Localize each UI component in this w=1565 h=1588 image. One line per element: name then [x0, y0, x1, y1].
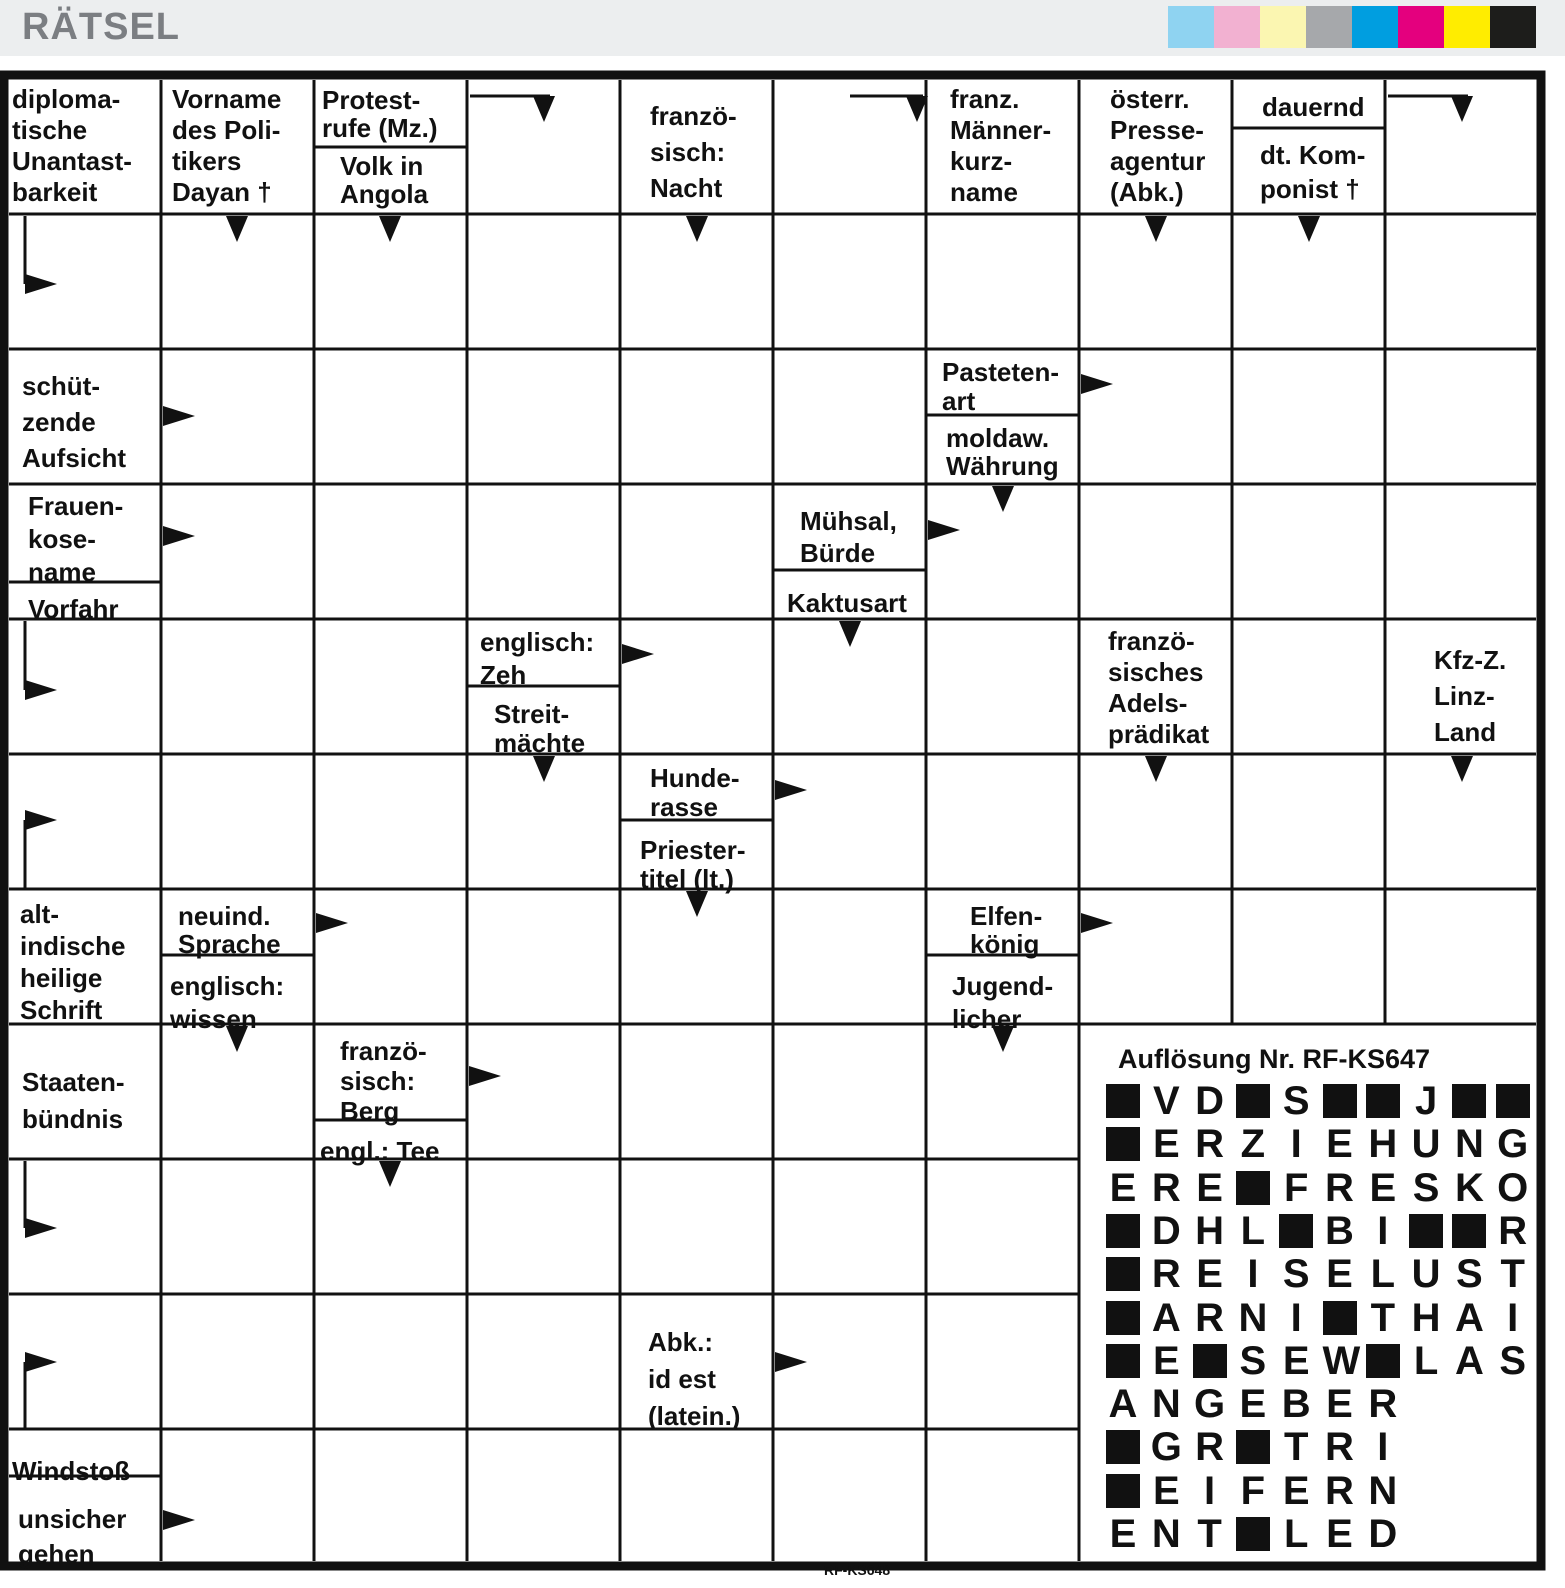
clue-diplomatische-unantastbarkeit: diploma- tische Unantast- barkeit	[12, 84, 132, 207]
solution-letter: I	[1290, 1295, 1302, 1340]
solution-letter: S	[1282, 1079, 1310, 1123]
arrow-right-icon	[1081, 374, 1113, 394]
solution-black-cell	[1106, 1430, 1140, 1464]
solution-black-cell	[1366, 1344, 1400, 1378]
solution-letter: L	[1413, 1338, 1439, 1383]
clue-protestrufe: Protest- rufe (Mz.)	[322, 85, 438, 143]
clue-muehsal: Mühsal, Bürde	[800, 506, 897, 568]
solution-black-cell	[1452, 1214, 1486, 1248]
clue-frauenkosename: Frauen- kose- name	[28, 491, 124, 587]
arrow-down-icon	[686, 891, 708, 917]
arrow-down-icon	[533, 96, 555, 122]
arrow-down-icon	[226, 216, 248, 242]
solution-letter: U	[1411, 1122, 1441, 1167]
solution-letter: R	[1498, 1208, 1528, 1253]
solution-letter: E	[1152, 1468, 1180, 1513]
solution-letter: N	[1151, 1512, 1181, 1556]
clue-elfenkoenig: Elfen- könig	[970, 901, 1043, 959]
solution-black-cell	[1106, 1257, 1140, 1291]
solution-letter: R	[1325, 1425, 1354, 1470]
solution-letter: I	[1247, 1252, 1259, 1297]
solution-letter: S	[1499, 1338, 1527, 1383]
solution-black-cell	[1236, 1171, 1270, 1205]
solution-letter: E	[1369, 1165, 1397, 1210]
arrow-right-icon	[1081, 913, 1113, 933]
solution-letter: I	[1507, 1295, 1519, 1340]
arrow-down-icon	[839, 621, 861, 647]
clue-neuind-sprache: neuind. Sprache	[178, 901, 281, 959]
solution-letter: R	[1195, 1122, 1225, 1167]
solution-letter: N	[1454, 1122, 1484, 1167]
solution-letter: S	[1239, 1338, 1267, 1383]
arrow-right-icon	[25, 680, 57, 700]
solution-black-cell	[1106, 1474, 1140, 1508]
solution-letter: T	[1370, 1295, 1396, 1340]
clue-priestertitel: Priester- titel (lt.)	[640, 835, 746, 894]
arrow-down-icon	[379, 216, 401, 242]
solution-letter: H	[1368, 1122, 1398, 1167]
arrow-right-icon	[25, 810, 57, 830]
solution-letter: L	[1283, 1512, 1309, 1556]
solution-letter: H	[1195, 1208, 1225, 1253]
solution-letter: W	[1322, 1338, 1361, 1383]
solution-letter: N	[1238, 1295, 1268, 1340]
solution-black-cell	[1106, 1301, 1140, 1335]
solution-letter: E	[1196, 1165, 1223, 1210]
solution-letter: D	[1151, 1208, 1181, 1253]
solution-letter: E	[1326, 1122, 1353, 1167]
solution-letter: G	[1194, 1382, 1226, 1427]
solution-letter: R	[1151, 1165, 1181, 1210]
solution-black-cell	[1409, 1214, 1443, 1248]
clue-kaktusart: Kaktusart	[787, 588, 907, 618]
solution-letter: I	[1377, 1425, 1389, 1470]
solution-letter: A	[1454, 1338, 1484, 1383]
arrow-right-icon	[25, 1352, 57, 1372]
solution-black-cell	[1236, 1517, 1270, 1551]
solution-letter: T	[1197, 1512, 1222, 1556]
clue-berg: franzö- sisch: Berg	[340, 1036, 427, 1126]
solution-letter: R	[1325, 1468, 1354, 1513]
arrow-down-icon	[1451, 96, 1473, 122]
clue-vorfahr: Vorfahr	[28, 594, 119, 624]
arrow-right-icon	[775, 1352, 807, 1372]
solution-letter: E	[1152, 1122, 1180, 1167]
solution-letter: I	[1377, 1208, 1389, 1253]
solution-letter: E	[1196, 1252, 1223, 1297]
solution-letter: A	[1108, 1382, 1138, 1427]
solution-letter: U	[1411, 1252, 1441, 1297]
arrow-right-icon	[163, 1510, 195, 1530]
solution-letter: E	[1282, 1338, 1310, 1383]
solution-letter: S	[1412, 1165, 1440, 1210]
clue-presseagentur: österr. Presse- agentur (Abk.)	[1110, 84, 1206, 207]
solution-black-cell	[1106, 1214, 1140, 1248]
solution-letter: B	[1281, 1382, 1311, 1427]
arrow-right-icon	[25, 274, 57, 294]
solution-letter: N	[1151, 1382, 1181, 1427]
solution-letter: I	[1204, 1468, 1216, 1513]
clue-adelspraedikat: franzö- sisches Adels- prädikat	[1108, 626, 1210, 749]
clue-staatenbuendnis: Staaten- bündnis	[22, 1067, 125, 1134]
clue-heilige-schrift: alt- indische heilige Schrift	[20, 899, 126, 1025]
clue-wissen: englisch: wissen	[170, 971, 285, 1034]
solution-letter: J	[1414, 1079, 1438, 1123]
clue-maennerkurzname: franz. Männer- kurz- name	[950, 84, 1052, 207]
solution-letter: L	[1240, 1208, 1266, 1253]
solution-letter: F	[1283, 1165, 1309, 1210]
clue-id-est: Abk.: id est (latein.)	[648, 1327, 741, 1431]
solution-letter: E	[1326, 1382, 1353, 1427]
arrow-down-icon	[992, 486, 1014, 512]
clue-pastetenart: Pasteten- art	[942, 357, 1060, 416]
solution-letter: R	[1325, 1165, 1354, 1210]
solution-black-cell	[1323, 1084, 1357, 1118]
solution-letter: R	[1195, 1295, 1225, 1340]
solution-letter: B	[1325, 1208, 1354, 1253]
solution-black-cell	[1236, 1084, 1270, 1118]
solution-letter: I	[1290, 1122, 1302, 1167]
arrow-right-icon	[163, 406, 195, 426]
clue-vorname-dayan: Vorname des Poli- tikers Dayan †	[172, 84, 282, 207]
arrow-right-icon	[316, 913, 348, 933]
clue-nacht: franzö- sisch: Nacht	[650, 101, 737, 203]
clue-aufsicht: schüt- zende Aufsicht	[22, 371, 126, 473]
solution-black-cell	[1106, 1127, 1140, 1161]
solution-letter: E	[1109, 1165, 1137, 1210]
solution-letter: A	[1454, 1295, 1484, 1340]
solution-letter: H	[1411, 1295, 1441, 1340]
solution-letter: Z	[1240, 1122, 1266, 1167]
clue-unsicher-gehen: unsicher gehen	[18, 1504, 127, 1569]
arrow-down-icon	[686, 216, 708, 242]
clue-zeh: englisch: Zeh	[480, 627, 595, 690]
solution-black-cell	[1106, 1084, 1140, 1118]
solution-letter: K	[1454, 1165, 1484, 1210]
arrow-down-icon	[1145, 216, 1167, 242]
arrow-right-icon	[163, 526, 195, 546]
solution-letter: E	[1282, 1468, 1310, 1513]
solution-letter: L	[1370, 1252, 1396, 1297]
solution-letter: F	[1240, 1468, 1266, 1513]
clue-jugendlicher: Jugend- licher	[952, 971, 1054, 1034]
puzzle-code: RF-KS648	[824, 1562, 891, 1578]
solution-letter: E	[1152, 1338, 1180, 1383]
solution-letter: V	[1152, 1079, 1180, 1123]
solution-letter: D	[1368, 1512, 1398, 1556]
clue-tee: engl.: Tee	[320, 1136, 440, 1166]
solution-black-cell	[1106, 1344, 1140, 1378]
arrow-right-icon	[775, 780, 807, 800]
arrow-down-icon	[1298, 216, 1320, 242]
solution-black-cell	[1279, 1214, 1313, 1248]
solution-letter: R	[1151, 1252, 1181, 1297]
solution-letter: O	[1497, 1165, 1529, 1210]
solution-letter: R	[1195, 1425, 1225, 1470]
solution-letter: A	[1151, 1295, 1181, 1340]
clue-waehrung: moldaw. Währung	[946, 423, 1059, 481]
arrow-right-icon	[928, 520, 960, 540]
solution-letter: T	[1283, 1425, 1309, 1470]
clue-streitmaechte: Streit- mächte	[494, 699, 586, 758]
arrow-down-icon	[1145, 756, 1167, 782]
solution-letter: G	[1150, 1425, 1182, 1470]
solution-letter: E	[1239, 1382, 1267, 1427]
solution-letter: R	[1368, 1382, 1398, 1427]
solution-black-cell	[1323, 1301, 1357, 1335]
clue-windstoss: Windstoß	[12, 1456, 131, 1486]
clue-hunderasse: Hunde- rasse	[650, 763, 740, 822]
solution-black-cell	[1193, 1344, 1227, 1378]
page-title: RÄTSEL	[22, 6, 180, 48]
solution-black-cell	[1366, 1084, 1400, 1118]
solution-letter: N	[1368, 1468, 1398, 1513]
arrow-down-icon	[1451, 756, 1473, 782]
clue-dauernd: dauernd	[1262, 92, 1365, 122]
solution-letter: E	[1109, 1512, 1137, 1556]
arrow-right-icon	[25, 1218, 57, 1238]
arrow-down-icon	[533, 756, 555, 782]
solution-black-cell	[1496, 1084, 1530, 1118]
solution-black-cell	[1452, 1084, 1486, 1118]
arrow-right-icon	[622, 644, 654, 664]
arrow-right-icon	[469, 1066, 501, 1086]
solution-letter: E	[1326, 1512, 1353, 1556]
solution-letter: E	[1326, 1252, 1353, 1297]
solution-title: Auflösung Nr. RF-KS647	[1118, 1044, 1431, 1074]
clue-komponist: dt. Kom- ponist †	[1260, 140, 1366, 204]
solution-letter: S	[1282, 1252, 1310, 1297]
solution-letter: S	[1456, 1252, 1483, 1297]
solution-black-cell	[1236, 1430, 1270, 1464]
clue-volk-angola: Volk in Angola	[340, 151, 429, 209]
solution-letter: T	[1500, 1252, 1525, 1297]
clue-kfz-linz: Kfz-Z. Linz- Land	[1434, 645, 1507, 747]
solution-letter: G	[1497, 1122, 1529, 1167]
solution-letter: D	[1195, 1079, 1225, 1123]
